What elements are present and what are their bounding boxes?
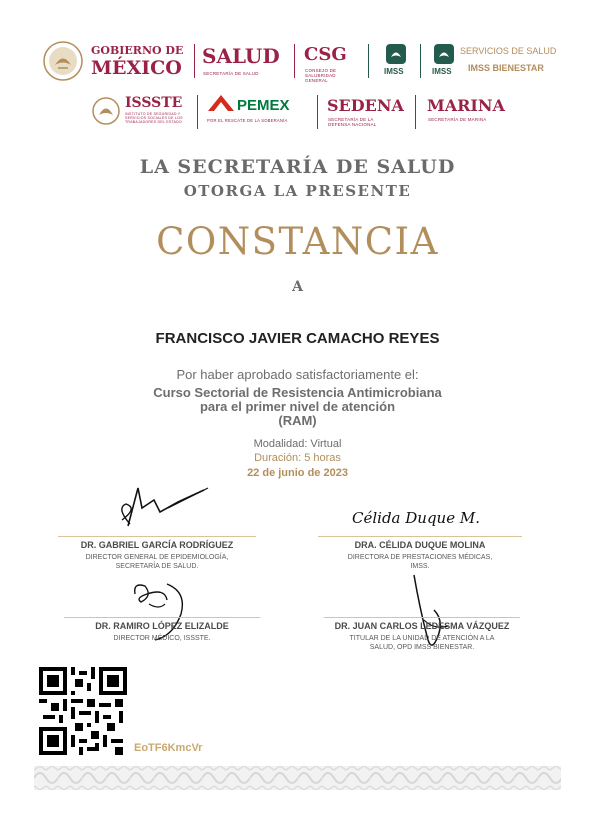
imss-bienestar-title: IMSS xyxy=(432,67,452,76)
signer-1-role-line2: SECRETARÍA DE SALUD. xyxy=(115,563,199,570)
pemex-title: PEMEX xyxy=(237,97,290,114)
signer-2-role-line1: DIRECTORA DE PRESTACIONES MÉDICAS, xyxy=(347,554,493,561)
logo-salud xyxy=(202,44,292,80)
logo-issste xyxy=(92,95,192,129)
course-line2: para el primer nivel de atención xyxy=(199,399,396,414)
logo-pemex xyxy=(206,93,310,129)
qr-code xyxy=(39,667,127,755)
signer-1-role-line1: DIRECTOR GENERAL DE EPIDEMIOLOGÍA, xyxy=(85,554,229,561)
logo-imss-bienestar xyxy=(430,43,570,79)
gobierno-line2: MÉXICO xyxy=(91,57,182,79)
header-line2: OTORGA LA PRESENTE xyxy=(183,182,412,200)
signer-3-role-line1: DIRECTOR MÉDICO, ISSSTE. xyxy=(113,635,211,642)
marina-title: MARINA xyxy=(427,96,505,115)
logo-marina xyxy=(427,96,517,130)
modality-text: Modalidad: Virtual xyxy=(253,438,342,450)
signer-4-name: DR. JUAN CARLOS LEDESMA VÁZQUEZ xyxy=(334,621,510,631)
marina-sub: SECRETARÍA DE MARINA xyxy=(428,117,487,122)
certificate-title: CONSTANCIA xyxy=(156,220,439,263)
issste-emblem-icon xyxy=(92,97,120,125)
salud-title: SALUD xyxy=(202,44,280,68)
pemex-sub: POR EL RESCATE DE LA SOBERANÍA xyxy=(207,118,288,123)
signer-4-role-line2: SALUD, OPD IMSS BIENESTAR. xyxy=(369,644,475,651)
gobierno-line1: GOBIERNO DE xyxy=(91,44,184,57)
recipient-name: FRANCISCO JAVIER CAMACHO REYES xyxy=(155,330,440,347)
course-line3: (RAM) xyxy=(278,413,317,428)
signature-2-image: Célida Duque M. xyxy=(352,509,480,527)
eagle-seal-icon xyxy=(42,40,84,82)
decorative-pattern-band xyxy=(34,766,561,790)
logo-gobierno-mexico xyxy=(42,40,187,82)
reason-text: Por haber aprobado satisfactoriamente el: xyxy=(176,367,419,382)
to-label: A xyxy=(292,279,303,295)
verification-code: EoTF6KmcVr xyxy=(134,742,203,754)
imss-eagle-icon xyxy=(385,43,407,65)
csg-sub: CONSEJO DE SALUBRIDAD GENERAL xyxy=(305,68,337,83)
logo-imss xyxy=(382,43,412,79)
course-line1: Curso Sectorial de Resistencia Antimicrobiana xyxy=(153,385,442,400)
issste-sub: INSTITUTO DE SEGURIDAD Y SERVICIOS SOCIALES DE LOS TRABAJADORES DEL ESTADO xyxy=(125,112,183,125)
imss-bienestar-eagle-icon xyxy=(433,43,455,65)
logo-sedena xyxy=(327,96,412,130)
signer-2-name: DRA. CÉLIDA DUQUE MOLINA xyxy=(354,540,486,550)
issste-title: ISSSTE xyxy=(125,95,183,111)
signer-3-name: DR. RAMIRO LÓPEZ ELIZALDE xyxy=(95,621,229,631)
logo-csg xyxy=(304,44,364,83)
pemex-eagle-icon xyxy=(206,93,236,115)
signer-1-name: DR. GABRIEL GARCÍA RODRÍGUEZ xyxy=(80,540,234,550)
date-text: 22 de junio de 2023 xyxy=(247,467,348,479)
signer-2-role-line2: IMSS. xyxy=(410,563,430,570)
signer-4-role-line1: TITULAR DE LA UNIDAD DE ATENCIÓN A LA xyxy=(349,635,495,642)
csg-title: CSG xyxy=(304,44,347,65)
sedena-sub: SECRETARÍA DE LA DEFENSA NACIONAL xyxy=(328,117,377,127)
sedena-title: SEDENA xyxy=(327,96,404,115)
imss-bienestar-line2: IMSS BIENESTAR xyxy=(468,63,544,73)
header-line1: LA SECRETARÍA DE SALUD xyxy=(139,156,456,178)
imss-bienestar-line1: SERVICIOS DE SALUD xyxy=(460,46,557,56)
duration-text: Duración: 5 horas xyxy=(254,452,341,464)
salud-sub: SECRETARÍA DE SALUD xyxy=(203,71,259,76)
signature-1-image xyxy=(108,478,218,533)
imss-title: IMSS xyxy=(384,67,404,76)
